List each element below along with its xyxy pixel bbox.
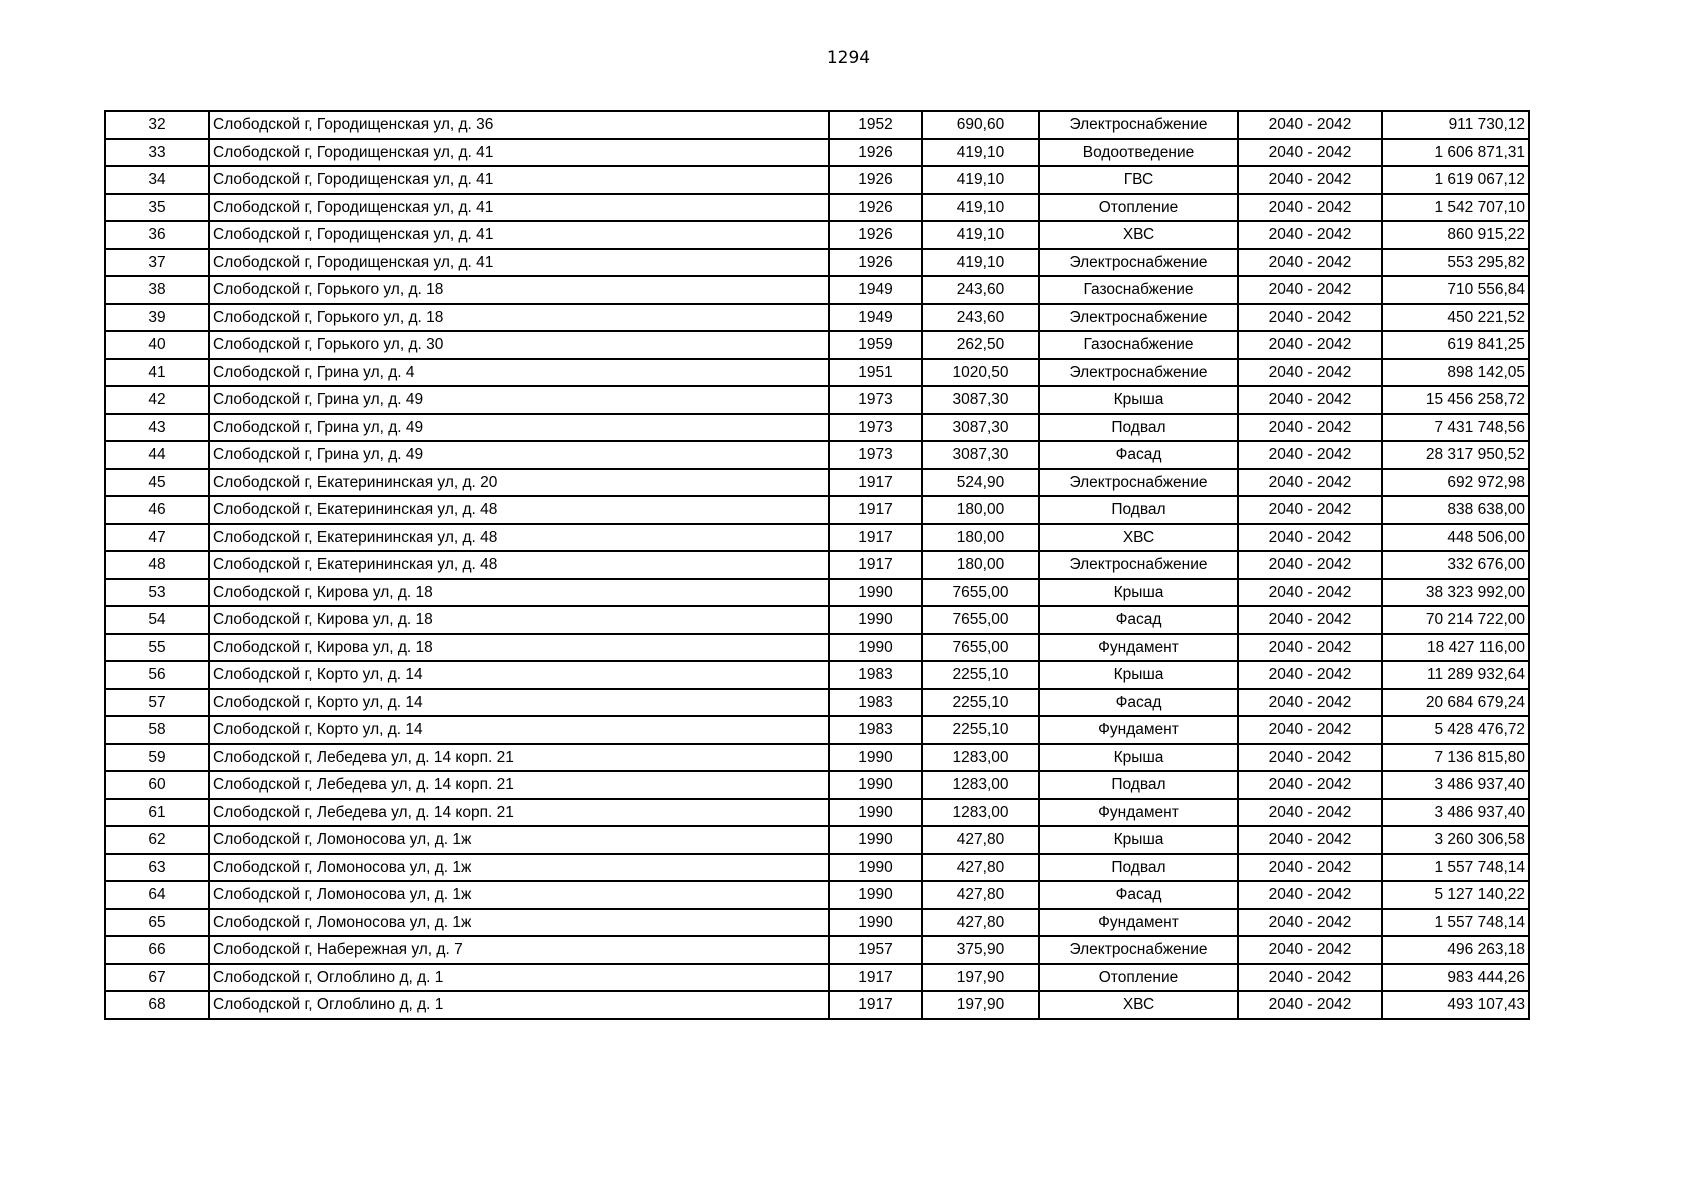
area-cell: 262,50 (922, 331, 1039, 359)
period-cell: 2040 - 2042 (1238, 496, 1382, 524)
area-cell: 375,90 (922, 936, 1039, 964)
period-cell: 2040 - 2042 (1238, 936, 1382, 964)
build-year-cell: 1949 (829, 276, 922, 304)
cost-cell: 1 557 748,14 (1382, 909, 1529, 937)
row-number-cell: 59 (105, 744, 209, 772)
work-type-cell: ХВС (1039, 991, 1238, 1019)
table-row (105, 139, 1529, 167)
row-number-cell: 54 (105, 606, 209, 634)
period-cell: 2040 - 2042 (1238, 469, 1382, 497)
area-cell: 243,60 (922, 276, 1039, 304)
work-type-cell: Электроснабжение (1039, 359, 1238, 387)
period-cell: 2040 - 2042 (1238, 276, 1382, 304)
row-number-cell: 41 (105, 359, 209, 387)
area-cell: 419,10 (922, 139, 1039, 167)
address-cell: Слободской г, Грина ул, д. 49 (209, 386, 829, 414)
period-cell: 2040 - 2042 (1238, 826, 1382, 854)
row-number-cell: 47 (105, 524, 209, 552)
row-number-cell: 64 (105, 881, 209, 909)
build-year-cell: 1973 (829, 386, 922, 414)
cost-cell: 493 107,43 (1382, 991, 1529, 1019)
row-number-cell: 48 (105, 551, 209, 579)
row-number-cell: 62 (105, 826, 209, 854)
table-row (105, 826, 1529, 854)
period-cell: 2040 - 2042 (1238, 689, 1382, 717)
table-body (105, 111, 1529, 1019)
area-cell: 3087,30 (922, 441, 1039, 469)
work-type-cell: Крыша (1039, 386, 1238, 414)
period-cell: 2040 - 2042 (1238, 991, 1382, 1019)
row-number-cell: 68 (105, 991, 209, 1019)
work-type-cell: ХВС (1039, 524, 1238, 552)
period-cell: 2040 - 2042 (1238, 386, 1382, 414)
row-number-cell: 56 (105, 661, 209, 689)
area-cell: 7655,00 (922, 634, 1039, 662)
build-year-cell: 1926 (829, 221, 922, 249)
address-cell: Слободской г, Городищенская ул, д. 41 (209, 194, 829, 222)
area-cell: 7655,00 (922, 579, 1039, 607)
table-row (105, 221, 1529, 249)
address-cell: Слободской г, Городищенская ул, д. 41 (209, 221, 829, 249)
area-cell: 427,80 (922, 826, 1039, 854)
address-cell: Слободской г, Ломоносова ул, д. 1ж (209, 854, 829, 882)
area-cell: 419,10 (922, 194, 1039, 222)
row-number-cell: 33 (105, 139, 209, 167)
table-row (105, 551, 1529, 579)
build-year-cell: 1990 (829, 606, 922, 634)
work-type-cell: Фундамент (1039, 634, 1238, 662)
work-type-cell: Подвал (1039, 496, 1238, 524)
row-number-cell: 46 (105, 496, 209, 524)
work-type-cell: Электроснабжение (1039, 469, 1238, 497)
table-row (105, 304, 1529, 332)
area-cell: 427,80 (922, 854, 1039, 882)
table-row (105, 359, 1529, 387)
table-row (105, 771, 1529, 799)
work-type-cell: Крыша (1039, 826, 1238, 854)
cost-cell: 1 619 067,12 (1382, 166, 1529, 194)
period-cell: 2040 - 2042 (1238, 716, 1382, 744)
address-cell: Слободской г, Екатерининская ул, д. 48 (209, 496, 829, 524)
row-number-cell: 66 (105, 936, 209, 964)
period-cell: 2040 - 2042 (1238, 111, 1382, 139)
work-type-cell: Фасад (1039, 881, 1238, 909)
address-cell: Слободской г, Кирова ул, д. 18 (209, 606, 829, 634)
area-cell: 2255,10 (922, 689, 1039, 717)
address-cell: Слободской г, Екатерининская ул, д. 20 (209, 469, 829, 497)
table-row (105, 469, 1529, 497)
table-row (105, 936, 1529, 964)
row-number-cell: 45 (105, 469, 209, 497)
table-row (105, 716, 1529, 744)
work-type-cell: ХВС (1039, 221, 1238, 249)
cost-cell: 3 260 306,58 (1382, 826, 1529, 854)
address-cell: Слободской г, Оглоблино д, д. 1 (209, 991, 829, 1019)
address-cell: Слободской г, Ломоносова ул, д. 1ж (209, 826, 829, 854)
period-cell: 2040 - 2042 (1238, 221, 1382, 249)
area-cell: 2255,10 (922, 716, 1039, 744)
work-type-cell: ГВС (1039, 166, 1238, 194)
period-cell: 2040 - 2042 (1238, 909, 1382, 937)
cost-cell: 860 915,22 (1382, 221, 1529, 249)
cost-cell: 3 486 937,40 (1382, 771, 1529, 799)
address-cell: Слободской г, Горького ул, д. 18 (209, 304, 829, 332)
row-number-cell: 58 (105, 716, 209, 744)
cost-cell: 5 428 476,72 (1382, 716, 1529, 744)
row-number-cell: 55 (105, 634, 209, 662)
table-row (105, 881, 1529, 909)
table-row (105, 166, 1529, 194)
table-row (105, 634, 1529, 662)
table-row (105, 689, 1529, 717)
area-cell: 419,10 (922, 221, 1039, 249)
table-row (105, 331, 1529, 359)
work-type-cell: Газоснабжение (1039, 331, 1238, 359)
area-cell: 2255,10 (922, 661, 1039, 689)
row-number-cell: 44 (105, 441, 209, 469)
address-cell: Слободской г, Кирова ул, д. 18 (209, 579, 829, 607)
address-cell: Слободской г, Городищенская ул, д. 41 (209, 139, 829, 167)
cost-cell: 619 841,25 (1382, 331, 1529, 359)
address-cell: Слободской г, Городищенская ул, д. 36 (209, 111, 829, 139)
build-year-cell: 1990 (829, 854, 922, 882)
cost-cell: 7 136 815,80 (1382, 744, 1529, 772)
cost-cell: 898 142,05 (1382, 359, 1529, 387)
address-cell: Слободской г, Городищенская ул, д. 41 (209, 249, 829, 277)
period-cell: 2040 - 2042 (1238, 661, 1382, 689)
work-type-cell: Водоотведение (1039, 139, 1238, 167)
period-cell: 2040 - 2042 (1238, 881, 1382, 909)
work-type-cell: Отопление (1039, 194, 1238, 222)
row-number-cell: 35 (105, 194, 209, 222)
table-row (105, 744, 1529, 772)
table-row (105, 276, 1529, 304)
address-cell: Слободской г, Ломоносова ул, д. 1ж (209, 881, 829, 909)
build-year-cell: 1983 (829, 689, 922, 717)
build-year-cell: 1990 (829, 634, 922, 662)
address-cell: Слободской г, Грина ул, д. 49 (209, 441, 829, 469)
table-row (105, 606, 1529, 634)
period-cell: 2040 - 2042 (1238, 194, 1382, 222)
period-cell: 2040 - 2042 (1238, 606, 1382, 634)
cost-cell: 28 317 950,52 (1382, 441, 1529, 469)
table-row (105, 579, 1529, 607)
work-type-cell: Подвал (1039, 854, 1238, 882)
build-year-cell: 1990 (829, 826, 922, 854)
build-year-cell: 1917 (829, 964, 922, 992)
area-cell: 3087,30 (922, 386, 1039, 414)
cost-cell: 332 676,00 (1382, 551, 1529, 579)
work-type-cell: Электроснабжение (1039, 304, 1238, 332)
cost-cell: 11 289 932,64 (1382, 661, 1529, 689)
period-cell: 2040 - 2042 (1238, 441, 1382, 469)
build-year-cell: 1917 (829, 551, 922, 579)
cost-cell: 20 684 679,24 (1382, 689, 1529, 717)
build-year-cell: 1959 (829, 331, 922, 359)
row-number-cell: 65 (105, 909, 209, 937)
work-type-cell: Электроснабжение (1039, 249, 1238, 277)
table-row (105, 661, 1529, 689)
cost-cell: 18 427 116,00 (1382, 634, 1529, 662)
row-number-cell: 40 (105, 331, 209, 359)
period-cell: 2040 - 2042 (1238, 331, 1382, 359)
period-cell: 2040 - 2042 (1238, 634, 1382, 662)
work-type-cell: Подвал (1039, 771, 1238, 799)
area-cell: 3087,30 (922, 414, 1039, 442)
build-year-cell: 1990 (829, 799, 922, 827)
period-cell: 2040 - 2042 (1238, 304, 1382, 332)
build-year-cell: 1990 (829, 771, 922, 799)
area-cell: 524,90 (922, 469, 1039, 497)
table-row (105, 414, 1529, 442)
work-type-cell: Фасад (1039, 689, 1238, 717)
address-cell: Слободской г, Екатерининская ул, д. 48 (209, 524, 829, 552)
area-cell: 180,00 (922, 524, 1039, 552)
area-cell: 197,90 (922, 991, 1039, 1019)
repair-schedule-table (104, 110, 1530, 1020)
work-type-cell: Фасад (1039, 441, 1238, 469)
period-cell: 2040 - 2042 (1238, 744, 1382, 772)
area-cell: 419,10 (922, 166, 1039, 194)
row-number-cell: 38 (105, 276, 209, 304)
table-row (105, 496, 1529, 524)
address-cell: Слободской г, Грина ул, д. 49 (209, 414, 829, 442)
area-cell: 419,10 (922, 249, 1039, 277)
period-cell: 2040 - 2042 (1238, 359, 1382, 387)
row-number-cell: 34 (105, 166, 209, 194)
address-cell: Слободской г, Корто ул, д. 14 (209, 716, 829, 744)
work-type-cell: Фундамент (1039, 799, 1238, 827)
table-row (105, 194, 1529, 222)
area-cell: 690,60 (922, 111, 1039, 139)
build-year-cell: 1990 (829, 744, 922, 772)
cost-cell: 911 730,12 (1382, 111, 1529, 139)
period-cell: 2040 - 2042 (1238, 551, 1382, 579)
period-cell: 2040 - 2042 (1238, 249, 1382, 277)
work-type-cell: Фундамент (1039, 909, 1238, 937)
work-type-cell: Крыша (1039, 579, 1238, 607)
work-type-cell: Подвал (1039, 414, 1238, 442)
table-row (105, 991, 1529, 1019)
period-cell: 2040 - 2042 (1238, 139, 1382, 167)
build-year-cell: 1926 (829, 139, 922, 167)
area-cell: 1020,50 (922, 359, 1039, 387)
area-cell: 1283,00 (922, 799, 1039, 827)
address-cell: Слободской г, Набережная ул, д. 7 (209, 936, 829, 964)
build-year-cell: 1952 (829, 111, 922, 139)
address-cell: Слободской г, Оглоблино д, д. 1 (209, 964, 829, 992)
address-cell: Слободской г, Екатерининская ул, д. 48 (209, 551, 829, 579)
build-year-cell: 1926 (829, 166, 922, 194)
period-cell: 2040 - 2042 (1238, 854, 1382, 882)
period-cell: 2040 - 2042 (1238, 771, 1382, 799)
build-year-cell: 1990 (829, 881, 922, 909)
area-cell: 180,00 (922, 551, 1039, 579)
build-year-cell: 1990 (829, 579, 922, 607)
table-row (105, 964, 1529, 992)
row-number-cell: 63 (105, 854, 209, 882)
cost-cell: 448 506,00 (1382, 524, 1529, 552)
cost-cell: 983 444,26 (1382, 964, 1529, 992)
table-row (105, 441, 1529, 469)
row-number-cell: 60 (105, 771, 209, 799)
table-row (105, 524, 1529, 552)
build-year-cell: 1926 (829, 249, 922, 277)
cost-cell: 7 431 748,56 (1382, 414, 1529, 442)
period-cell: 2040 - 2042 (1238, 964, 1382, 992)
build-year-cell: 1926 (829, 194, 922, 222)
address-cell: Слободской г, Грина ул, д. 4 (209, 359, 829, 387)
build-year-cell: 1973 (829, 441, 922, 469)
table-row (105, 386, 1529, 414)
address-cell: Слободской г, Лебедева ул, д. 14 корп. 21 (209, 744, 829, 772)
area-cell: 1283,00 (922, 744, 1039, 772)
build-year-cell: 1983 (829, 716, 922, 744)
address-cell: Слободской г, Ломоносова ул, д. 1ж (209, 909, 829, 937)
period-cell: 2040 - 2042 (1238, 414, 1382, 442)
cost-cell: 553 295,82 (1382, 249, 1529, 277)
address-cell: Слободской г, Городищенская ул, д. 41 (209, 166, 829, 194)
area-cell: 243,60 (922, 304, 1039, 332)
cost-cell: 15 456 258,72 (1382, 386, 1529, 414)
cost-cell: 710 556,84 (1382, 276, 1529, 304)
table-row (105, 249, 1529, 277)
work-type-cell: Фасад (1039, 606, 1238, 634)
page-number: 1294 (826, 48, 871, 68)
area-cell: 7655,00 (922, 606, 1039, 634)
build-year-cell: 1917 (829, 524, 922, 552)
period-cell: 2040 - 2042 (1238, 524, 1382, 552)
area-cell: 180,00 (922, 496, 1039, 524)
cost-cell: 3 486 937,40 (1382, 799, 1529, 827)
cost-cell: 692 972,98 (1382, 469, 1529, 497)
row-number-cell: 67 (105, 964, 209, 992)
build-year-cell: 1917 (829, 469, 922, 497)
period-cell: 2040 - 2042 (1238, 579, 1382, 607)
area-cell: 427,80 (922, 881, 1039, 909)
build-year-cell: 1917 (829, 496, 922, 524)
cost-cell: 450 221,52 (1382, 304, 1529, 332)
area-cell: 427,80 (922, 909, 1039, 937)
period-cell: 2040 - 2042 (1238, 166, 1382, 194)
cost-cell: 496 263,18 (1382, 936, 1529, 964)
address-cell: Слободской г, Корто ул, д. 14 (209, 689, 829, 717)
address-cell: Слободской г, Горького ул, д. 30 (209, 331, 829, 359)
build-year-cell: 1957 (829, 936, 922, 964)
address-cell: Слободской г, Кирова ул, д. 18 (209, 634, 829, 662)
cost-cell: 70 214 722,00 (1382, 606, 1529, 634)
address-cell: Слободской г, Лебедева ул, д. 14 корп. 21 (209, 771, 829, 799)
address-cell: Слободской г, Лебедева ул, д. 14 корп. 21 (209, 799, 829, 827)
table-row (105, 909, 1529, 937)
area-cell: 1283,00 (922, 771, 1039, 799)
row-number-cell: 39 (105, 304, 209, 332)
cost-cell: 838 638,00 (1382, 496, 1529, 524)
cost-cell: 1 557 748,14 (1382, 854, 1529, 882)
row-number-cell: 42 (105, 386, 209, 414)
build-year-cell: 1983 (829, 661, 922, 689)
area-cell: 197,90 (922, 964, 1039, 992)
row-number-cell: 43 (105, 414, 209, 442)
address-cell: Слободской г, Горького ул, д. 18 (209, 276, 829, 304)
work-type-cell: Электроснабжение (1039, 111, 1238, 139)
cost-cell: 5 127 140,22 (1382, 881, 1529, 909)
table-row (105, 111, 1529, 139)
cost-cell: 1 542 707,10 (1382, 194, 1529, 222)
build-year-cell: 1917 (829, 991, 922, 1019)
table-row (105, 854, 1529, 882)
work-type-cell: Электроснабжение (1039, 936, 1238, 964)
row-number-cell: 57 (105, 689, 209, 717)
cost-cell: 1 606 871,31 (1382, 139, 1529, 167)
build-year-cell: 1990 (829, 909, 922, 937)
work-type-cell: Фундамент (1039, 716, 1238, 744)
build-year-cell: 1973 (829, 414, 922, 442)
table-row (105, 799, 1529, 827)
work-type-cell: Крыша (1039, 661, 1238, 689)
work-type-cell: Отопление (1039, 964, 1238, 992)
row-number-cell: 36 (105, 221, 209, 249)
work-type-cell: Газоснабжение (1039, 276, 1238, 304)
period-cell: 2040 - 2042 (1238, 799, 1382, 827)
build-year-cell: 1949 (829, 304, 922, 332)
work-type-cell: Крыша (1039, 744, 1238, 772)
build-year-cell: 1951 (829, 359, 922, 387)
row-number-cell: 32 (105, 111, 209, 139)
work-type-cell: Электроснабжение (1039, 551, 1238, 579)
address-cell: Слободской г, Корто ул, д. 14 (209, 661, 829, 689)
cost-cell: 38 323 992,00 (1382, 579, 1529, 607)
row-number-cell: 61 (105, 799, 209, 827)
row-number-cell: 53 (105, 579, 209, 607)
row-number-cell: 37 (105, 249, 209, 277)
